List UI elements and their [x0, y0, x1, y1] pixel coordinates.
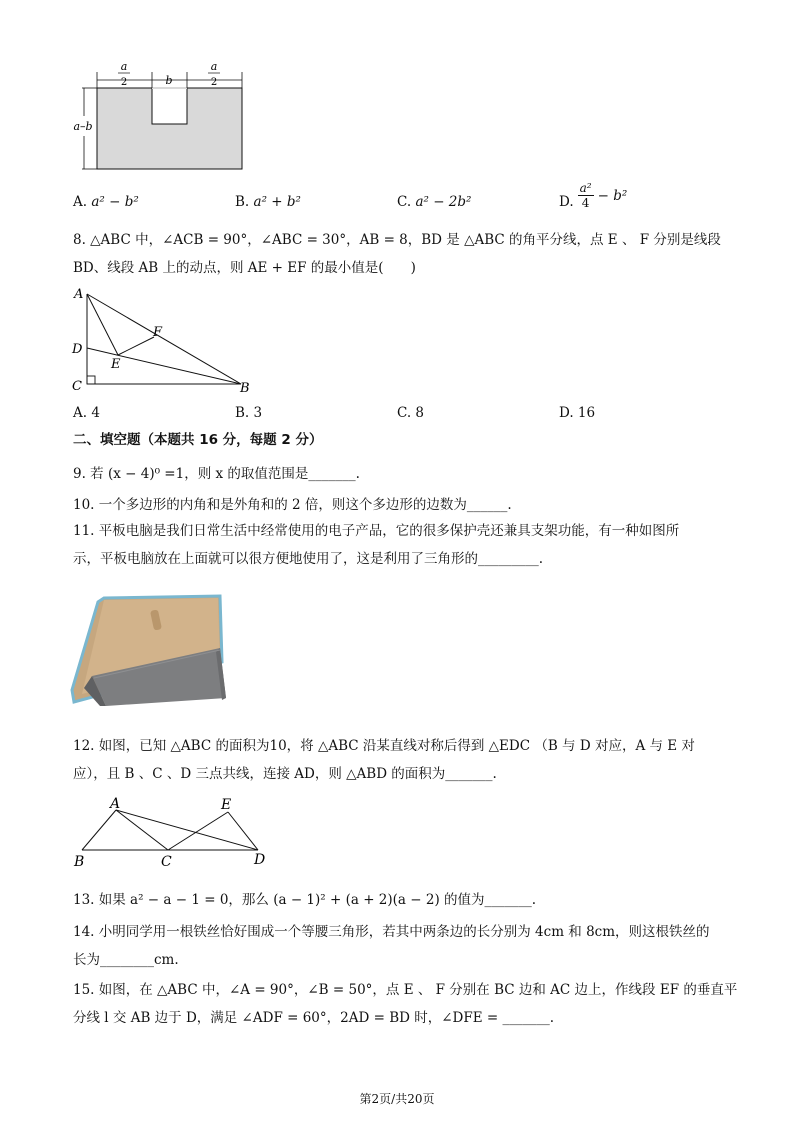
q9: 9. 若 (x − 4)⁰ =1，则 x 的取值范围是_______. [73, 466, 360, 482]
q7-option-b-expr: a² + b² [253, 194, 301, 210]
q8-label-a: A [74, 287, 84, 302]
q7-option-a-letter: A. [73, 194, 88, 210]
q7-option-b[interactable] [235, 194, 301, 210]
q11-line1: 11. 平板电脑是我们日常生活中经常使用的电子产品，它的很多保护壳还兼具支架功能，有一种如图所 [73, 523, 680, 539]
q7-dim-two1: 2 [120, 77, 128, 88]
q8-line2: BD、线段 AB 上的动点，则 AE + EF 的最小值是( ) [73, 260, 416, 276]
q8-label-c: C [72, 379, 82, 394]
q12-label-e: E [221, 797, 232, 813]
q7-option-a-expr: a² − b² [91, 194, 139, 210]
q12-label-c: C [161, 854, 172, 870]
q12-line2: 应），且 B 、C 、D 三点共线，连接 AD，则 △ABD 的面积为_______. [73, 766, 497, 782]
q7-option-d-rest: − b² [597, 188, 628, 204]
q8-line1: 8. △ABC 中，∠ACB = 90°，∠ABC = 30°，AB = 8，BD 是 △ABC 的角平分线，点 E 、 F 分别是线段 [73, 232, 721, 248]
q12-figure [70, 792, 280, 872]
q8-label-f: F [153, 325, 163, 340]
q8-figure [68, 282, 258, 397]
q7-dim-b: b [165, 74, 173, 87]
q14-line1: 14. 小明同学用一根铁丝恰好围成一个等腰三角形，若其中两条边的长分别为 4cm 和 8cm，则这根铁丝的 [73, 924, 710, 940]
q7-dim-a1: a [120, 60, 128, 73]
q11-line2: 示，平板电脑放在上面就可以很方便地使用了，这是利用了三角形的_________. [73, 551, 544, 567]
q14-line2: 长为________cm. [73, 952, 179, 968]
q10: 10. 一个多边形的内角和是外角和的 2 倍，则这个多边形的边数为______. [73, 497, 512, 513]
q12-label-a: A [110, 796, 121, 812]
q7-figure [70, 60, 250, 172]
q7-option-c-letter: C. [397, 194, 412, 210]
q13: 13. 如果 a² − a − 1 = 0，那么 (a − 1)² + (a + 2)(a − 2) 的值为_______. [73, 892, 537, 908]
page-footer: 第2页/共20页 [359, 1092, 435, 1106]
section-2-heading: 二、填空题（本题共 16 分，每题 2 分） [73, 432, 323, 448]
q8-option-a[interactable]: A. 4 [73, 405, 100, 421]
q7-option-a[interactable] [73, 194, 139, 210]
q8-option-b[interactable]: B. 3 [235, 405, 263, 421]
q12-label-b: B [74, 854, 85, 870]
q8-label-b: B [240, 381, 250, 396]
q7-option-c[interactable] [397, 194, 471, 210]
q8-option-c[interactable]: C. 8 [397, 405, 425, 421]
q15-line2: 分线 l 交 AB 边于 D，满足 ∠ADF = 60°，2AD = BD 时，∠DFE = _______. [73, 1010, 555, 1026]
q7-dim-a2: a [210, 60, 218, 73]
q7-option-d[interactable] [559, 180, 627, 210]
q7-dim-a-minus-b: a–b [73, 120, 93, 133]
q7-option-d-fraction [578, 181, 594, 210]
q7-option-d-letter: D. [559, 194, 574, 210]
q7-option-c-expr: a² − 2b² [415, 194, 472, 210]
q7-dim-two2: 2 [210, 77, 218, 88]
q12-line1: 12. 如图，已知 △ABC 的面积为10，将 △ABC 沿某直线对称后得到 △EDC （B 与 D 对应，A 与 E 对 [73, 738, 695, 754]
q8-label-d: D [72, 342, 83, 357]
q12-label-d: D [254, 852, 266, 868]
q7-option-d-num: a² [579, 180, 592, 195]
tablet-stand-image [70, 590, 230, 710]
q8-label-e: E [111, 357, 121, 372]
q7-option-b-letter: B. [235, 194, 250, 210]
q8-option-d[interactable]: D. 16 [559, 405, 596, 421]
q7-option-d-den: 4 [581, 195, 590, 210]
q15-line1: 15. 如图，在 △ABC 中，∠A = 90°，∠B = 50°，点 E 、 F 分别在 BC 边和 AC 边上，作线段 EF 的垂直平 [73, 982, 738, 998]
